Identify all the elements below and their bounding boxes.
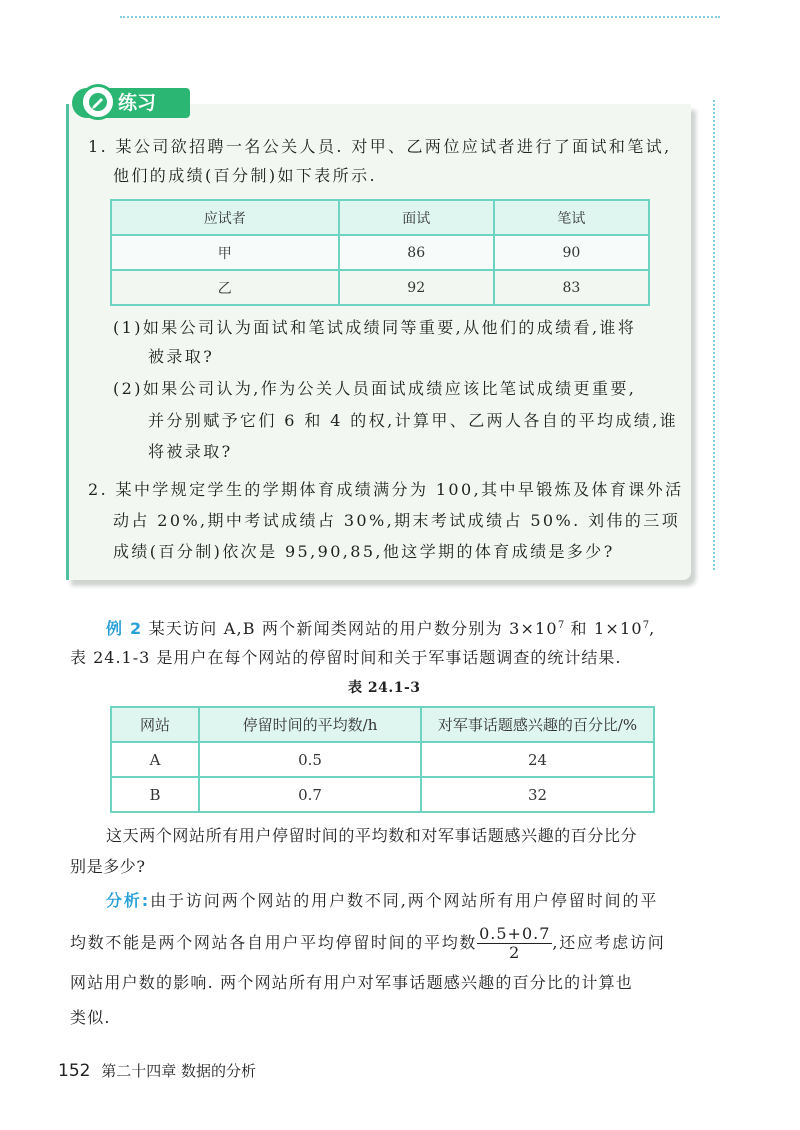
chapter-title: 第二十四章 数据的分析: [101, 1062, 257, 1080]
example-text: 某天访问 A,B 两个新闻类网站的用户数分别为 3×10: [148, 619, 558, 638]
analysis-text: ,还应考虑访问: [552, 933, 666, 952]
table-header-cell: 面试: [339, 200, 494, 235]
analysis-text: 由于访问两个网站的用户数不同,两个网站所有用户停留时间的平: [150, 891, 659, 910]
q1-sub1-line2: 被录取?: [148, 347, 215, 366]
page-number: 152: [58, 1061, 91, 1081]
example-text: ,: [649, 619, 656, 638]
q1-sub2-line2: 并分别赋予它们 6 和 4 的权,计算甲、乙两人各自的平均成绩,谁: [148, 411, 679, 430]
website-table: [110, 706, 655, 813]
example-text: 和 1×10: [564, 619, 643, 638]
q1-line1: 1. 某公司欲招聘一名公关人员. 对甲、乙两位应试者进行了面试和笔试,: [88, 137, 672, 156]
exercise-right-divider: [713, 100, 715, 570]
fraction-denominator: 2: [509, 943, 521, 962]
exponent: 7: [557, 620, 565, 631]
table-header-cell: 应试者: [111, 200, 339, 235]
q2-line2: 动占 20%,期中考试成绩占 30%,期末考试成绩占 50%. 刘伟的三项: [113, 511, 681, 530]
analysis-line2: [70, 925, 665, 962]
fraction-numerator: 0.5+0.7: [479, 924, 551, 943]
example-line2: 表 24.1-3 是用户在每个网站的停留时间和关于军事话题调查的统计结果.: [70, 648, 622, 667]
score-table: [110, 199, 650, 306]
table-header-row: [111, 200, 649, 235]
fraction: [477, 925, 552, 962]
table-cell: 92: [339, 270, 494, 305]
q1-sub2-line3: 将被录取?: [148, 442, 233, 461]
analysis-label: 分析:: [106, 891, 151, 910]
analysis-line3: 网站用户数的影响. 两个网站所有用户对军事话题感兴趣的百分比的计算也: [70, 973, 633, 992]
question-line2: 别是多少?: [70, 857, 146, 876]
analysis-line1: [106, 890, 658, 912]
table-row: [111, 742, 654, 777]
example-label: 例 2: [106, 619, 143, 638]
q1-sub1-line1: (1)如果公司认为面试和笔试成绩同等重要,从他们的成绩看,谁将: [113, 318, 637, 337]
table-header-cell: 网站: [111, 707, 199, 742]
table-cell: B: [111, 777, 199, 812]
exponent: 7: [642, 620, 650, 631]
q2-line1: 2. 某中学规定学生的学期体育成绩满分为 100,其中早锻炼及体育课外活: [88, 480, 684, 499]
table-caption: 表 24.1-3: [348, 680, 421, 696]
analysis-text: 均数不能是两个网站各自用户平均停留时间的平均数: [70, 933, 478, 952]
exercise-header-divider: [120, 16, 720, 18]
table-cell: 0.7: [199, 777, 421, 812]
table-cell: 86: [339, 235, 494, 270]
table-cell: 24: [421, 742, 654, 777]
q1-line2: 他们的成绩(百分制)如下表所示.: [113, 166, 377, 185]
table-cell: 甲: [111, 235, 339, 270]
table-row: [111, 270, 649, 305]
table-header-cell: 笔试: [494, 200, 649, 235]
table-cell: 32: [421, 777, 654, 812]
table-header-cell: 对军事话题感兴趣的百分比/%: [421, 707, 654, 742]
table-row: [111, 777, 654, 812]
table-cell: 0.5: [199, 742, 421, 777]
q1-sub2-line1: (2)如果公司认为,作为公关人员面试成绩应该比笔试成绩更重要,: [113, 379, 637, 398]
page-footer: [58, 1060, 256, 1081]
q2-line3: 成绩(百分制)依次是 95,90,85,他这学期的体育成绩是多少?: [113, 542, 615, 561]
table-row: [111, 235, 649, 270]
table-cell: A: [111, 742, 199, 777]
analysis-line4: 类似.: [70, 1008, 111, 1027]
pencil-icon: [80, 84, 116, 120]
table-cell: 83: [494, 270, 649, 305]
table-header-row: [111, 707, 654, 742]
exercise-title: 练习: [72, 88, 190, 118]
example-line1: [106, 615, 655, 640]
table-cell: 90: [494, 235, 649, 270]
question-line1: 这天两个网站所有用户停留时间的平均数和对军事话题感兴趣的百分比分: [106, 826, 638, 845]
table-cell: 乙: [111, 270, 339, 305]
table-header-cell: 停留时间的平均数/h: [199, 707, 421, 742]
